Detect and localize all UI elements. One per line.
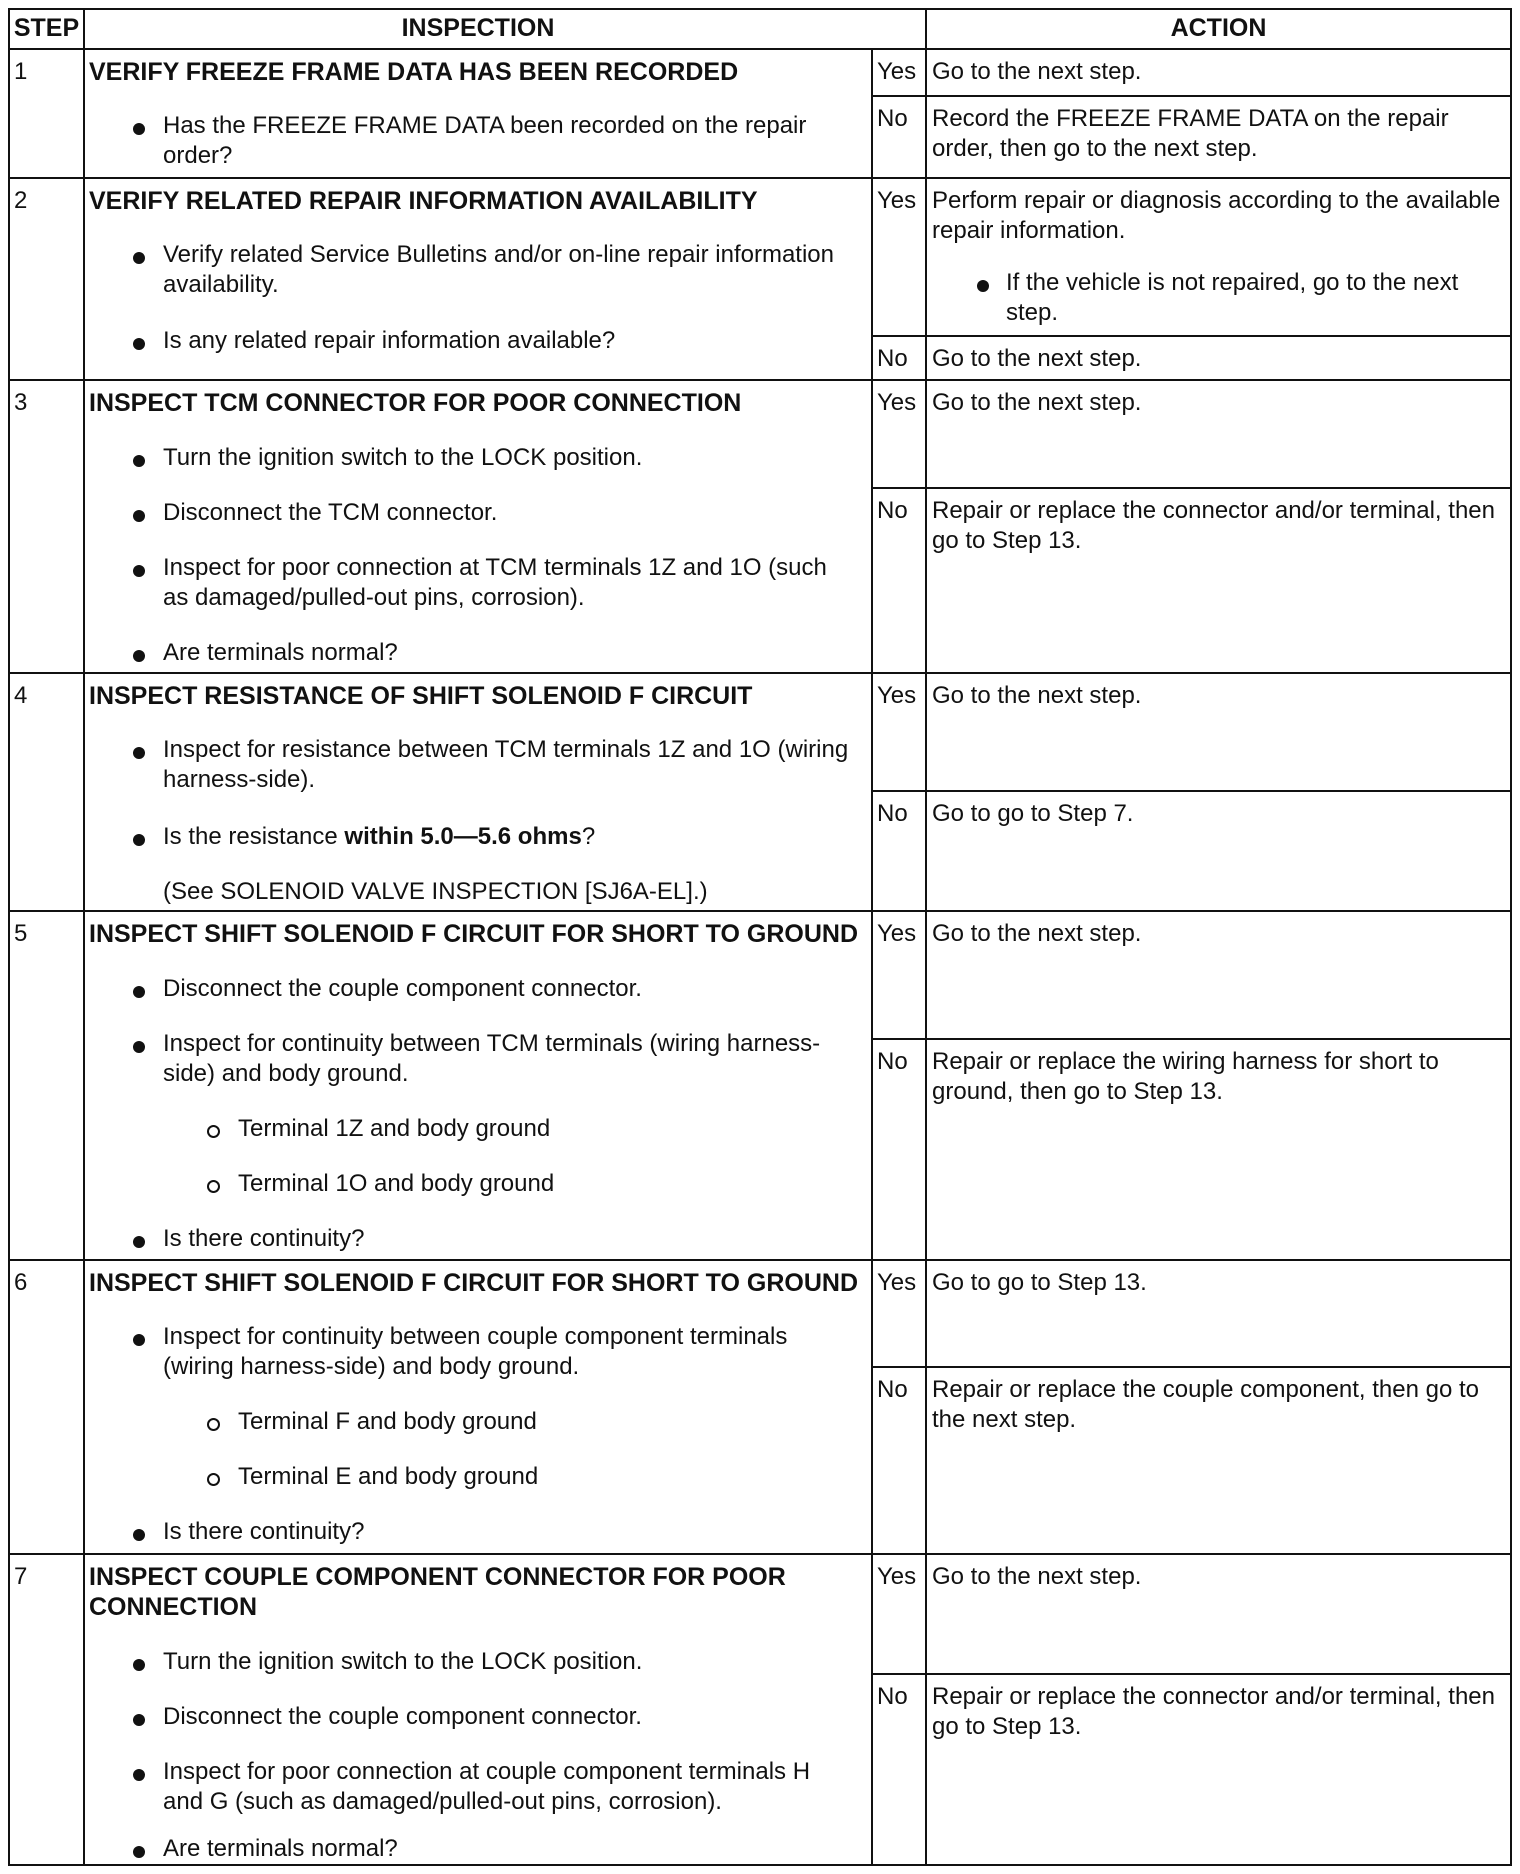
yes-action-text: Perform repair or diagnosis according to the available repair information. bbox=[932, 187, 1501, 244]
yes-action-text: Go to go to Step 13. bbox=[932, 1269, 1147, 1296]
row-divider bbox=[871, 790, 1510, 792]
question-spec: within 5.0—5.6 ohms bbox=[344, 823, 582, 850]
inspection-question: Is there continuity? bbox=[163, 1225, 365, 1252]
inspection-item: Inspect for continuity between couple component terminals (wiring harness-side) and body ground. bbox=[163, 1323, 788, 1380]
inspection-item: Disconnect the couple component connector. bbox=[163, 975, 642, 1002]
yes-action-text: Go to the next step. bbox=[932, 920, 1142, 947]
no-action-text: Go to the next step. bbox=[932, 345, 1142, 372]
sub-bullet-icon bbox=[207, 1125, 220, 1138]
row-divider bbox=[10, 379, 1510, 381]
step-number: 1 bbox=[14, 58, 28, 85]
no-action-text: Record the FREEZE FRAME DATA on the repair order, then go to the next step. bbox=[932, 105, 1449, 162]
sub-bullet-icon bbox=[207, 1180, 220, 1193]
sub-bullet-icon bbox=[207, 1473, 220, 1486]
inspection-item: Are terminals normal? bbox=[163, 639, 398, 666]
row-divider bbox=[871, 1673, 1510, 1675]
row-divider bbox=[10, 1259, 1510, 1261]
inspection-subitem: Terminal 1Z and body ground bbox=[238, 1115, 551, 1142]
step-number: 7 bbox=[14, 1563, 28, 1590]
column-divider bbox=[871, 910, 873, 1259]
row-divider bbox=[871, 335, 1510, 337]
yes-label: Yes bbox=[877, 920, 917, 947]
step-title: INSPECT TCM CONNECTOR FOR POOR CONNECTION bbox=[89, 389, 742, 417]
inspection-item: Inspect for continuity between TCM terminals (wiring harness-side) and body ground. bbox=[163, 1030, 821, 1087]
column-divider bbox=[871, 379, 873, 672]
no-label: No bbox=[877, 1683, 908, 1710]
row-divider bbox=[10, 177, 1510, 179]
bullet-icon bbox=[133, 455, 145, 467]
yes-label: Yes bbox=[877, 58, 917, 85]
column-divider bbox=[871, 177, 873, 379]
step-number: 6 bbox=[14, 1269, 28, 1296]
bullet-icon bbox=[133, 1334, 145, 1346]
header-action: ACTION bbox=[1170, 14, 1267, 42]
bullet-icon bbox=[133, 1714, 145, 1726]
no-label: No bbox=[877, 345, 908, 372]
row-divider bbox=[10, 910, 1510, 912]
step-title: INSPECT COUPLE COMPONENT CONNECTOR FOR POOR CONNECTION bbox=[89, 1563, 786, 1621]
inspection-subitem: Terminal F and body ground bbox=[238, 1408, 537, 1435]
yes-label: Yes bbox=[877, 682, 917, 709]
inspection-item: Disconnect the couple component connector. bbox=[163, 1703, 642, 1730]
step-title: VERIFY RELATED REPAIR INFORMATION AVAILABILITY bbox=[89, 187, 758, 215]
no-label: No bbox=[877, 1376, 908, 1403]
yes-action-text: Go to the next step. bbox=[932, 389, 1142, 416]
no-action-text: Repair or replace the couple component, then go to the next step. bbox=[932, 1376, 1480, 1433]
bullet-icon bbox=[133, 834, 145, 846]
bullet-icon bbox=[133, 1769, 145, 1781]
bullet-icon bbox=[133, 565, 145, 577]
yes-action-text: Go to the next step. bbox=[932, 1563, 1142, 1590]
inspection-question bbox=[163, 822, 853, 852]
step-number: 5 bbox=[14, 920, 28, 947]
header-step: STEP bbox=[13, 14, 80, 42]
no-action-text: Go to go to Step 7. bbox=[932, 800, 1134, 827]
bullet-icon bbox=[977, 280, 989, 292]
inspection-item: Inspect for poor connection at TCM terminals 1Z and 1O (such as damaged/pulled-out pins, corrosion). bbox=[163, 554, 827, 611]
inspection-item: Disconnect the TCM connector. bbox=[163, 499, 498, 526]
diagnostic-table bbox=[8, 8, 1512, 1866]
no-label: No bbox=[877, 497, 908, 524]
column-divider bbox=[925, 10, 927, 1864]
yes-label: Yes bbox=[877, 187, 917, 214]
column-divider bbox=[871, 1259, 873, 1553]
inspection-item: Verify related Service Bulletins and/or on-line repair information availability. bbox=[163, 241, 835, 298]
row-divider bbox=[871, 1038, 1510, 1040]
inspection-item: Has the FREEZE FRAME DATA been recorded on the repair order? bbox=[163, 112, 807, 169]
bullet-icon bbox=[133, 510, 145, 522]
no-label: No bbox=[877, 105, 908, 132]
column-divider bbox=[871, 48, 873, 177]
inspection-subitem: Terminal E and body ground bbox=[238, 1463, 539, 1490]
no-action-text: Repair or replace the connector and/or terminal, then go to Step 13. bbox=[932, 497, 1495, 554]
question-mark: ? bbox=[581, 823, 596, 850]
step-title: INSPECT SHIFT SOLENOID F CIRCUIT FOR SHORT TO GROUND bbox=[89, 1269, 858, 1297]
bullet-icon bbox=[133, 1846, 145, 1858]
row-divider bbox=[10, 672, 1510, 674]
header-inspection: INSPECTION bbox=[401, 14, 555, 42]
yes-label: Yes bbox=[877, 389, 917, 416]
yes-label: Yes bbox=[877, 1563, 917, 1590]
step-number: 4 bbox=[14, 682, 28, 709]
bullet-icon bbox=[133, 747, 145, 759]
inspection-item: Are terminals normal? bbox=[163, 1835, 398, 1862]
inspection-item: Turn the ignition switch to the LOCK position. bbox=[163, 444, 643, 471]
inspection-subitem: Terminal 1O and body ground bbox=[238, 1170, 555, 1197]
step-title: VERIFY FREEZE FRAME DATA HAS BEEN RECORDED bbox=[89, 58, 739, 86]
yes-action-text: Go to the next step. bbox=[932, 682, 1142, 709]
bullet-icon bbox=[133, 1041, 145, 1053]
bullet-icon bbox=[133, 1659, 145, 1671]
row-divider bbox=[871, 95, 1510, 97]
row-divider bbox=[871, 1366, 1510, 1368]
no-label: No bbox=[877, 800, 908, 827]
yes-label: Yes bbox=[877, 1269, 917, 1296]
step-title: INSPECT RESISTANCE OF SHIFT SOLENOID F CIRCUIT bbox=[89, 682, 753, 710]
sub-bullet-icon bbox=[207, 1418, 220, 1431]
yes-action-text: Go to the next step. bbox=[932, 58, 1142, 85]
question-text: Is the resistance bbox=[163, 823, 345, 850]
bullet-icon bbox=[133, 1529, 145, 1541]
bullet-icon bbox=[133, 986, 145, 998]
column-divider bbox=[83, 10, 85, 1864]
column-divider bbox=[871, 1553, 873, 1864]
no-action-text: Repair or replace the wiring harness for short to ground, then go to Step 13. bbox=[932, 1048, 1439, 1105]
bullet-icon bbox=[133, 252, 145, 264]
bullet-icon bbox=[133, 123, 145, 135]
inspection-item: Inspect for resistance between TCM terminals 1Z and 1O (wiring harness-side). bbox=[163, 736, 849, 793]
step-number: 3 bbox=[14, 389, 28, 416]
inspection-note: (See SOLENOID VALVE INSPECTION [SJ6A-EL].) bbox=[163, 878, 708, 905]
inspection-item: Inspect for poor connection at couple component terminals H and G (such as damaged/pulled-out pins, corrosion). bbox=[163, 1758, 811, 1815]
inspection-item: Turn the ignition switch to the LOCK position. bbox=[163, 1648, 643, 1675]
row-divider bbox=[871, 487, 1510, 489]
no-label: No bbox=[877, 1048, 908, 1075]
row-divider bbox=[10, 48, 1510, 50]
inspection-item: Is any related repair information available? bbox=[163, 327, 616, 354]
row-divider bbox=[10, 1553, 1510, 1555]
yes-action-bullet-text: If the vehicle is not repaired, go to the next step. bbox=[1006, 269, 1459, 326]
no-action-text: Repair or replace the connector and/or terminal, then go to Step 13. bbox=[932, 1683, 1495, 1740]
inspection-question: Is there continuity? bbox=[163, 1518, 365, 1545]
bullet-icon bbox=[133, 338, 145, 350]
step-number: 2 bbox=[14, 187, 28, 214]
step-title: INSPECT SHIFT SOLENOID F CIRCUIT FOR SHORT TO GROUND bbox=[89, 920, 858, 948]
bullet-icon bbox=[133, 650, 145, 662]
bullet-icon bbox=[133, 1236, 145, 1248]
